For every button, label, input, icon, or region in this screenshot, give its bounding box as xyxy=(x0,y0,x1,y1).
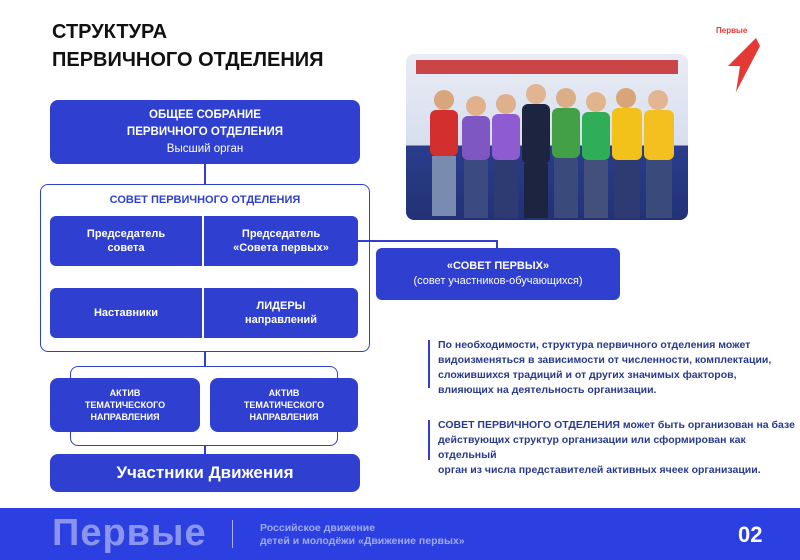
council-firsts-line-1: «СОВЕТ ПЕРВЫХ» xyxy=(446,260,550,272)
participants-label: Участники Движения xyxy=(116,463,294,482)
connector-chair-firsts-v xyxy=(496,240,498,248)
activ-2-line-3: НАПРАВЛЕНИЯ xyxy=(249,412,319,422)
footer-brand: Первые xyxy=(52,512,207,554)
activ-box-1 xyxy=(50,378,200,432)
activ-1-line-1: АКТИВ xyxy=(109,388,141,398)
council-firsts-box xyxy=(376,248,620,300)
page-number: 02 xyxy=(738,522,763,547)
footer-bar xyxy=(0,508,800,560)
note-1-line-4: влияющих на деятельность организации. xyxy=(438,384,657,396)
note-1 xyxy=(438,338,788,398)
leaders-line-1: ЛИДЕРЫ xyxy=(256,300,306,312)
mentors-label: Наставники xyxy=(93,307,159,319)
council-firsts-chair-line-2: «Совета первых» xyxy=(233,242,329,254)
note-2-bar xyxy=(428,420,430,460)
council-firsts-line-2: (совет участников-обучающихся) xyxy=(413,275,583,287)
note-1-line-3: сложившихся традиций и от других значимых факторов, xyxy=(438,369,737,381)
leaders-line-2: направлений xyxy=(245,314,317,326)
note-2-line-3: орган из числа представителей активных ячеек организации. xyxy=(438,464,761,476)
note-2-line-2: действующих структур организации или сформирован как отдельный xyxy=(438,434,746,461)
note-1-bar xyxy=(428,340,430,388)
general-meeting-line-2: ПЕРВИЧНОГО ОТДЕЛЕНИЯ xyxy=(126,125,284,138)
logo-arrow-icon xyxy=(716,26,766,96)
people-illustration-icon xyxy=(406,54,688,220)
note-1-line-1: По необходимости, структура первичного отделения может xyxy=(438,339,751,351)
note-2 xyxy=(438,418,796,478)
note-1-line-2: видоизменяться в зависимости от численности, комплектации, xyxy=(438,354,772,366)
group-photo xyxy=(406,54,688,220)
activ-box-2 xyxy=(210,378,358,432)
connector-activ-participants xyxy=(204,446,206,454)
mentors-box xyxy=(50,288,202,338)
activ-2-line-2: ТЕМАТИЧЕСКОГО xyxy=(243,400,325,410)
general-meeting-line-1: ОБЩЕЕ СОБРАНИЕ xyxy=(149,108,261,121)
pervye-logo xyxy=(716,26,766,96)
footer-separator xyxy=(232,520,233,548)
activ-1-line-3: НАПРАВЛЕНИЯ xyxy=(90,412,160,422)
leaders-box xyxy=(204,288,358,338)
note-2-line-1: СОВЕТ ПЕРВИЧНОГО ОТДЕЛЕНИЯ может быть организован на базе xyxy=(438,419,795,431)
connector-chair-firsts-h xyxy=(358,240,496,242)
general-meeting-line-3: Высший орган xyxy=(166,142,244,155)
council-chair-line-2: совета xyxy=(107,242,145,254)
footer-description xyxy=(260,522,465,548)
connector-meeting-council xyxy=(204,164,206,184)
page-title xyxy=(52,18,324,74)
council-firsts-chair-box xyxy=(204,216,358,266)
footer-desc-line-1: Российское движение xyxy=(260,522,376,534)
activ-1-line-2: ТЕМАТИЧЕСКОГО xyxy=(84,400,166,410)
council-chair-box xyxy=(50,216,202,266)
title-line-1: СТРУКТУРА xyxy=(52,21,168,43)
general-meeting-box xyxy=(50,100,360,164)
council-chair-line-1: Председатель xyxy=(86,228,166,240)
logo-text: Первые xyxy=(716,26,748,35)
title-line-2: ПЕРВИЧНОГО ОТДЕЛЕНИЯ xyxy=(52,49,324,71)
council-title: СОВЕТ ПЕРВИЧНОГО ОТДЕЛЕНИЯ xyxy=(109,194,301,206)
participants-box xyxy=(50,454,360,492)
council-firsts-chair-line-1: Председатель xyxy=(241,228,321,240)
connector-council-activ xyxy=(204,352,206,366)
footer-desc-line-2: детей и молодёжи «Движение первых» xyxy=(260,535,465,547)
activ-2-line-1: АКТИВ xyxy=(268,388,300,398)
